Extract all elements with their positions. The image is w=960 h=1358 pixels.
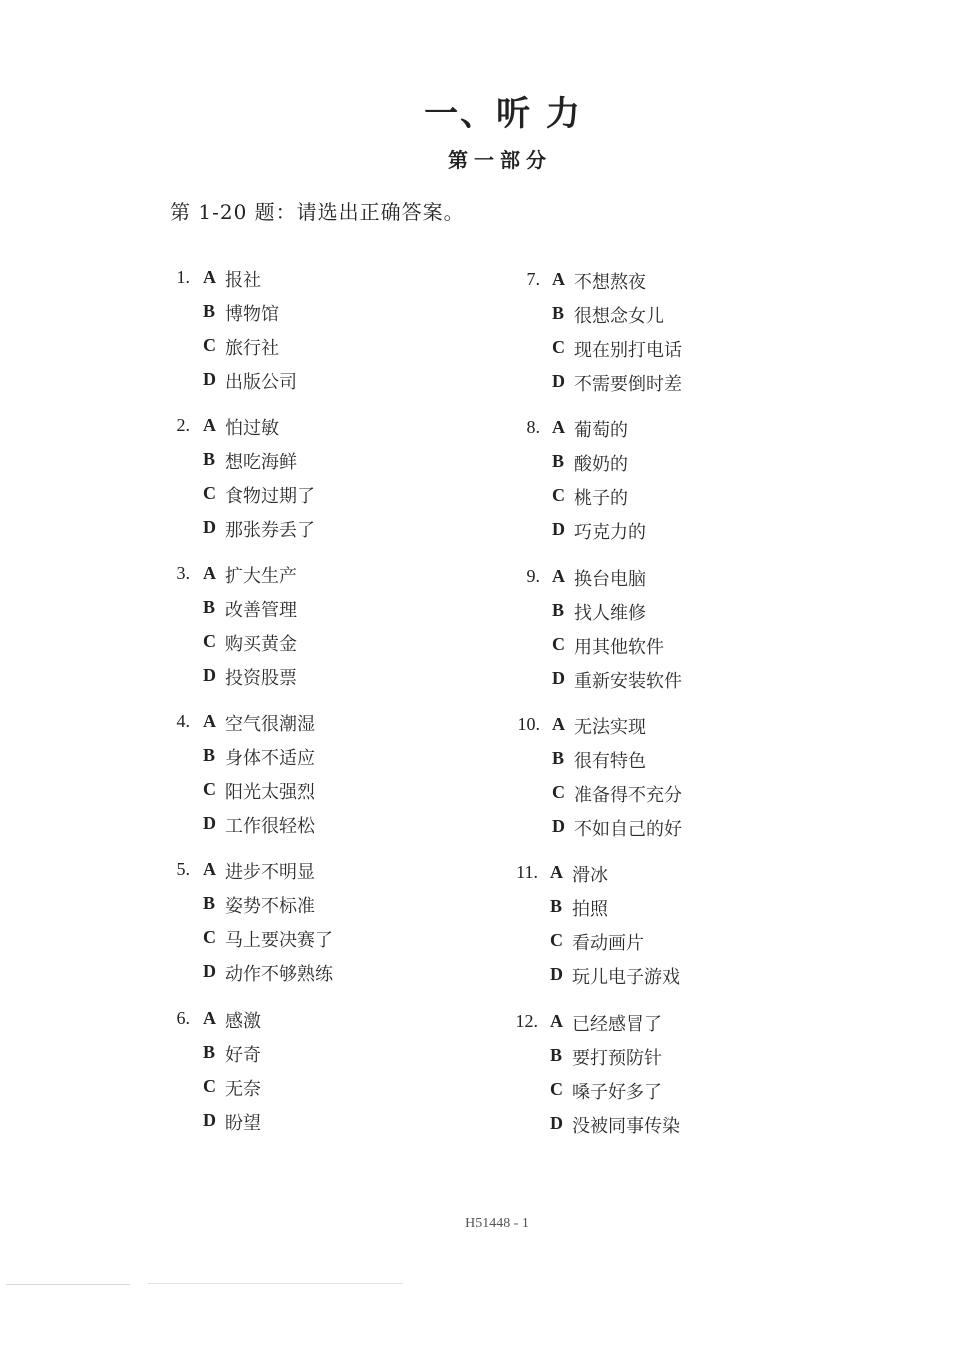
option-letter: A [552, 714, 565, 734]
option-text: 很想念女儿 [574, 306, 664, 327]
option-text: 要打预防针 [572, 1048, 662, 1069]
option-text: 巧克力的 [574, 522, 646, 543]
option-letter: A [203, 711, 216, 731]
option-letter: C [203, 1076, 216, 1096]
option-letter: C [203, 335, 216, 355]
option-text: 没被同事传染 [572, 1116, 680, 1137]
option-text: 马上要决赛了 [225, 930, 333, 951]
option-text: 出版公司 [225, 372, 297, 393]
scan-artifact-line [6, 1284, 130, 1285]
option-text: 不如自己的好 [574, 819, 682, 840]
option-letter: B [550, 1045, 563, 1065]
option-text: 博物馆 [225, 304, 279, 325]
option-letter: A [552, 269, 565, 289]
option-letter: A [203, 563, 216, 583]
option-text: 想吃海鲜 [225, 452, 297, 473]
option-letter: C [203, 927, 216, 947]
option-letter: C [552, 782, 565, 802]
option-text: 拍照 [572, 899, 608, 920]
option-letter: D [203, 1110, 216, 1130]
option-letter: A [550, 1011, 563, 1031]
option-letter: D [203, 813, 216, 833]
option-text: 工作很轻松 [225, 816, 315, 837]
option-letter: B [203, 745, 216, 765]
option-text: 那张券丢了 [225, 520, 315, 541]
option-text: 准备得不充分 [574, 785, 682, 806]
option-letter: B [203, 893, 216, 913]
option-letter: D [552, 371, 565, 391]
option-text: 不需要倒时差 [574, 374, 682, 395]
option-letter: B [552, 451, 565, 471]
option-letter: C [550, 1079, 563, 1099]
option-letter: D [550, 964, 563, 984]
option-letter: A [203, 415, 216, 435]
option-text: 换台电脑 [574, 569, 646, 590]
option-letter: B [203, 301, 216, 321]
option-letter: A [552, 566, 565, 586]
option-letter: B [203, 1042, 216, 1062]
option-text: 改善管理 [225, 600, 297, 621]
option-text: 购买黄金 [225, 634, 297, 655]
option-text: 葡萄的 [574, 420, 628, 441]
option-text: 盼望 [225, 1113, 261, 1134]
option-letter: A [552, 417, 565, 437]
option-text: 空气很潮湿 [225, 714, 315, 735]
question-number: 4. [176, 711, 190, 731]
option-text: 找人维修 [574, 603, 646, 624]
option-text: 用其他软件 [574, 637, 664, 658]
option-letter: A [550, 862, 563, 882]
option-text: 已经感冒了 [572, 1014, 662, 1035]
option-text: 身体不适应 [225, 748, 315, 769]
option-letter: B [552, 303, 565, 323]
question-number: 6. [176, 1008, 190, 1028]
option-text: 无法实现 [574, 717, 646, 738]
question-number: 3. [176, 563, 190, 583]
option-text: 怕过敏 [225, 418, 279, 439]
option-text: 姿势不标准 [225, 896, 315, 917]
option-letter: C [550, 930, 563, 950]
option-letter: D [203, 665, 216, 685]
option-letter: D [203, 369, 216, 389]
option-letter: A [203, 859, 216, 879]
question-number: 9. [526, 566, 540, 586]
question-number: 7. [526, 269, 540, 289]
instruction-text: 第 1-20 题：请选出正确答案。 [170, 200, 465, 224]
option-text: 重新安装软件 [574, 671, 682, 692]
option-text: 扩大生产 [225, 566, 297, 587]
option-letter: A [203, 1008, 216, 1028]
option-text: 进步不明显 [225, 862, 315, 883]
option-text: 酸奶的 [574, 454, 628, 475]
option-text: 玩儿电子游戏 [572, 967, 680, 988]
option-letter: B [552, 600, 565, 620]
option-letter: D [552, 668, 565, 688]
option-letter: D [550, 1113, 563, 1133]
option-text: 食物过期了 [225, 486, 315, 507]
option-letter: C [552, 634, 565, 654]
option-text: 滑冰 [572, 865, 608, 886]
part-title: 第一部分 [448, 148, 552, 172]
option-text: 好奇 [225, 1045, 261, 1066]
option-text: 桃子的 [574, 488, 628, 509]
option-text: 动作不够熟练 [225, 964, 333, 985]
option-letter: D [203, 517, 216, 537]
scan-artifact-line [148, 1283, 403, 1284]
option-letter: B [203, 597, 216, 617]
option-letter: B [203, 449, 216, 469]
option-letter: D [552, 816, 565, 836]
question-number: 5. [176, 859, 190, 879]
option-text: 阳光太强烈 [225, 782, 315, 803]
option-text: 感激 [225, 1011, 261, 1032]
option-text: 很有特色 [574, 751, 646, 772]
option-letter: B [550, 896, 563, 916]
option-text: 不想熬夜 [574, 272, 646, 293]
question-number: 12. [515, 1011, 538, 1031]
option-letter: C [203, 779, 216, 799]
option-text: 报社 [225, 270, 261, 291]
option-text: 投资股票 [225, 668, 297, 689]
option-letter: C [552, 485, 565, 505]
option-text: 现在别打电话 [574, 340, 682, 361]
option-letter: D [552, 519, 565, 539]
section-title: 一、听 力 [424, 94, 582, 134]
page-footer-code: H51448 - 1 [465, 1216, 529, 1231]
option-text: 无奈 [225, 1079, 261, 1100]
option-text: 看动画片 [572, 933, 644, 954]
option-letter: A [203, 267, 216, 287]
option-letter: C [552, 337, 565, 357]
question-number: 1. [176, 267, 190, 287]
option-letter: B [552, 748, 565, 768]
question-number: 2. [176, 415, 190, 435]
option-text: 嗓子好多了 [572, 1082, 662, 1103]
question-number: 10. [517, 714, 540, 734]
option-letter: C [203, 631, 216, 651]
option-letter: D [203, 961, 216, 981]
option-letter: C [203, 483, 216, 503]
question-number: 8. [526, 417, 540, 437]
option-text: 旅行社 [225, 338, 279, 359]
question-number: 11. [516, 862, 538, 882]
